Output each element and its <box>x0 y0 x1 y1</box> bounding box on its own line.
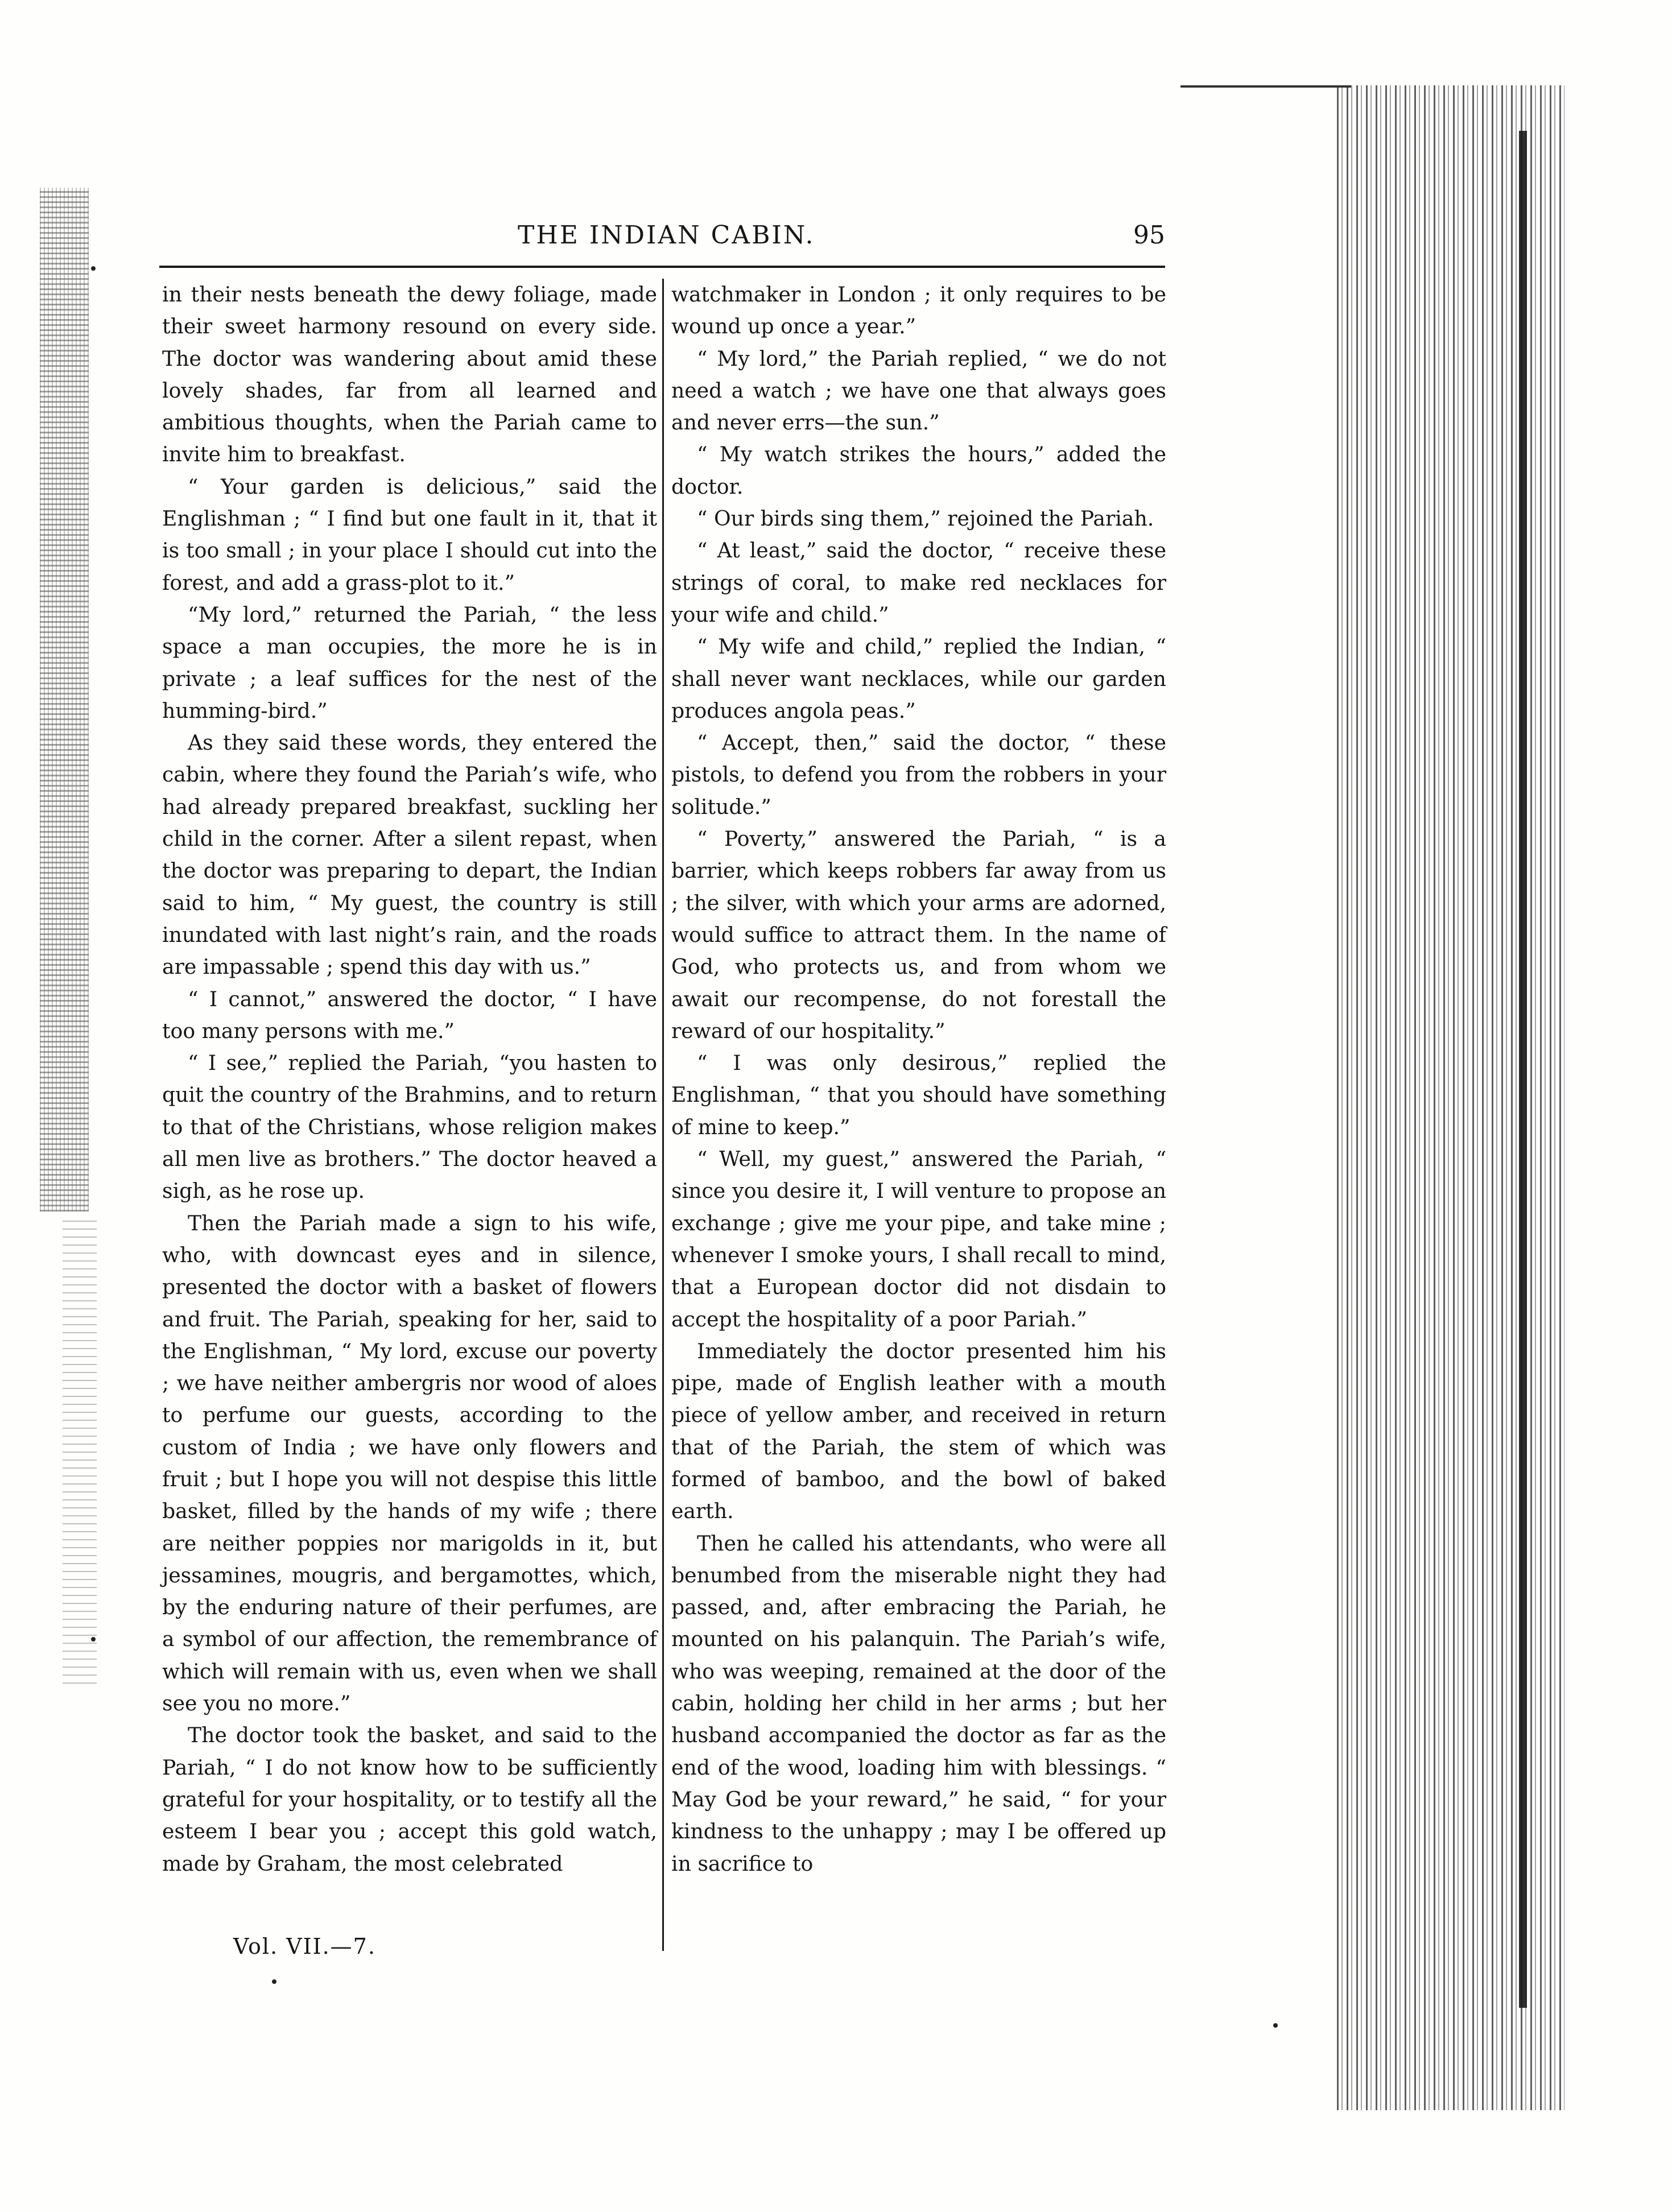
paragraph: Then he called his attendants, who were all benumbed from the miserable night they had passed, and, after embracing the Pariah, he mounted on his palanquin. The Pariah’s wife, who was weeping, remained at the door of the cabin, holding her child in her arms ; but her husband accompanied the doctor as far as the end of the wood, loading him with blessings. “ May God be your reward,” he said, “ for your kindness to the unhappy ; may I be offered up in sacrifice to <box>671 1531 1166 1876</box>
paragraph: in their nests beneath the dewy foliage, made their sweet harmony resound on every side. The doctor was wandering about amid these lovely shades, far from all learned and ambitious thoughts, when the Pariah came to invite him to breakfast. <box>162 282 657 467</box>
paragraph: watchmaker in London ; it only requires to be wound up once a year.” <box>671 282 1166 339</box>
right-scan-binding <box>1519 131 1527 2008</box>
paragraph: “ I was only desirous,” replied the Englishman, “ that you should have something of mine to keep.” <box>671 1051 1166 1139</box>
top-scan-rule <box>1180 85 1351 88</box>
page-number: 95 <box>1133 221 1165 250</box>
paragraph: The doctor took the basket, and said to the Pariah, “ I do not know how to be sufficiently grateful for your hospitality, or to testify all the esteem I bear you ; accept this gold watch, made by Graham, the most celebrated <box>162 1723 657 1876</box>
running-head <box>159 221 1165 261</box>
volume-signature: Vol. VII.—7. <box>233 1934 376 1959</box>
paragraph: “ Accept, then,” said the doctor, “ these pistols, to defend you from the robbers in your solitude.” <box>671 730 1166 819</box>
scan-speck <box>272 1979 276 1984</box>
paragraph: “ I see,” replied the Pariah, “you hasten to quit the country of the Brahmins, and to return to that of the Christians, whose religion makes all men live as brothers.” The doctor heaved a sigh, as he rose up. <box>162 1051 657 1204</box>
paragraph: “ Your garden is delicious,” said the Englishman ; “ I find but one fault in it, that it is too small ; in your place I should cut into the forest, and add a grass-plot to it.” <box>162 474 657 595</box>
scan-speck <box>91 1637 96 1642</box>
paragraph: “ My lord,” the Pariah replied, “ we do not need a watch ; we have one that always goes and never errs—the sun.” <box>671 346 1166 435</box>
paragraph: “My lord,” returned the Pariah, “ the less space a man occupies, the more he is in private ; a leaf suffices for the nest of the humming-bird.” <box>162 602 657 723</box>
scan-speck <box>1273 2023 1278 2028</box>
paragraph: “ At least,” said the doctor, “ receive these strings of coral, to make red necklaces for your wife and child.” <box>671 538 1166 627</box>
right-column <box>671 279 1166 1880</box>
paragraph: “ My wife and child,” replied the Indian, “ shall never want necklaces, while our garden produces angola peas.” <box>671 634 1166 723</box>
page-title: THE INDIAN CABIN. <box>518 221 815 250</box>
paragraph: As they said these words, they entered the cabin, where they found the Pariah’s wife, who had already prepared breakfast, suckling her child in the corner. After a silent repast, when the doctor was preparing to depart, the Indian said to him, “ My guest, the country is still inundated with last night’s rain, and the roads are impassable ; spend this day with us.” <box>162 730 657 979</box>
paragraph: “ Our birds sing them,” rejoined the Pariah. <box>697 506 1154 531</box>
left-scan-edge <box>40 188 89 1212</box>
header-rule <box>159 266 1165 268</box>
left-scan-edge-lower <box>63 1217 97 1684</box>
paragraph: “ I cannot,” answered the doctor, “ I have too many persons with me.” <box>162 986 657 1043</box>
paragraph: Immediately the doctor presented him his pipe, made of English leather with a mouth piece of yellow amber, and received in return that of the Pariah, the stem of which was formed of bamboo, and the bowl of baked earth. <box>671 1338 1166 1524</box>
paragraph: “ Poverty,” answered the Pariah, “ is a barrier, which keeps robbers far away from us ; the silver, with which your arms are adorned, would suffice to attract them. In the name of God, who protects us, and from whom we await our recompense, do not forestall the reward of our hospitality.” <box>671 826 1166 1043</box>
paragraph: Then the Pariah made a sign to his wife, who, with downcast eyes and in silence, presented the doctor with a basket of flowers and fruit. The Pariah, speaking for her, said to the Englishman, “ My lord, excuse our poverty ; we have neither ambergris nor wood of aloes to perfume our guests, according to the custom of India ; we have only flowers and fruit ; but I hope you will not despise this little basket, filled by the hands of my wife ; there are neither poppies nor marigolds in it, but jessamines, mougris, and bergamottes, which, by the enduring nature of their perfumes, are a symbol of our affection, the remembrance of which will remain with us, even when we shall see you no more.” <box>162 1210 657 1716</box>
paragraph: “ My watch strikes the hours,” added the doctor. <box>671 442 1166 499</box>
scan-speck <box>91 266 96 271</box>
paragraph: “ Well, my guest,” answered the Pariah, “ since you desire it, I will venture to propose an exchange ; give me your pipe, and take mine ; whenever I smoke yours, I shall recall to mind, that a European doctor did not disdain to accept the hospitality of a poor Pariah.” <box>671 1147 1166 1332</box>
right-scan-edge <box>1337 85 1564 2110</box>
left-column <box>162 279 657 1880</box>
column-divider <box>662 279 664 1951</box>
